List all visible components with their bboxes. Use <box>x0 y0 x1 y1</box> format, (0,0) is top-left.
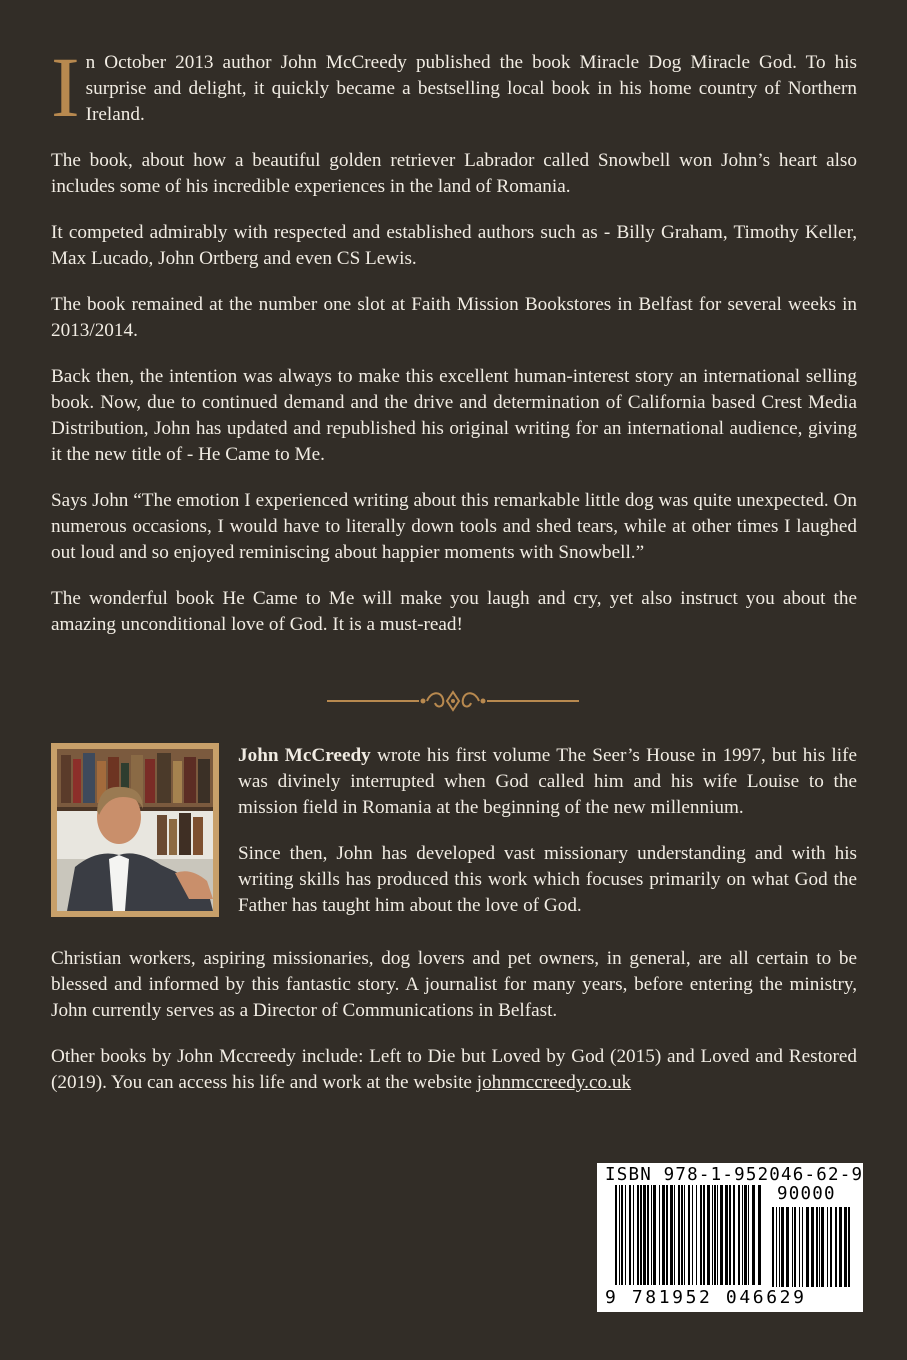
blurb-paragraph-6: The wonderful book He Came to Me will make you laugh and cry, yet also instruct you about the amazing unconditional love of God. It is a must-read! <box>51 588 857 635</box>
author-bio <box>238 743 857 939</box>
blurb <box>51 39 857 658</box>
closing-paragraph: Christian workers, aspiring missionaries, dog lovers and pet owners, in general, are all certain to be blessed and informed by this fantastic story. A journalist for many years, before entering the ministry, John currently serves as a Director of Communications in Belfast. <box>51 948 857 1021</box>
intro-text: n October 2013 author John McCreedy published the book Miracle Dog Miracle God. To his surprise and delight, it quickly became a bestselling local book in his home country of Northern Ireland. <box>85 52 857 125</box>
blurb-paragraph-2: It competed admirably with respected and established authors such as - Billy Graham, Timothy Keller, Max Lucado, John Ortberg and even CS Lewis. <box>51 222 857 269</box>
closing-text <box>51 946 857 1116</box>
other-books-text: Other books by John Mccreedy include: Left to Die but Loved by God (2015) and Loved and Restored (2019). You can access his life and work at the website <box>51 1046 857 1093</box>
author-photo <box>57 749 213 911</box>
barcode-bars <box>615 1185 765 1289</box>
bio-paragraph-2: Since then, John has developed vast missionary understanding and with his writing skills has produced this work which focuses primarily on what God the Father has taught him about the love of God. <box>238 843 857 916</box>
author-name: John McCreedy <box>238 745 371 766</box>
blurb-paragraph-5: Says John “The emotion I experienced writing about this remarkable little dog was quite unexpected. On numerous occasions, I would have to literally down tools and shed tears, while at other times I laughed out loud and so enjoyed reminiscing about happier moments with Snowbell.” <box>51 490 857 563</box>
blurb-paragraph-3: The book remained at the number one slot at Faith Mission Bookstores in Belfast for several weeks in 2013/2014. <box>51 294 857 341</box>
bio-text-1: wrote his first volume The Seer’s House in 1997, but his life was divinely interrupted when God called him and his wife Louise to the mission field in Romania at the beginning of the new millennium. <box>238 745 857 818</box>
addon-barcode-bars <box>772 1207 854 1287</box>
barcode <box>597 1163 863 1312</box>
isbn-label: ISBN 978-1-952046-62-9 <box>605 1165 864 1185</box>
intro-paragraph <box>51 39 857 135</box>
price-code: 90000 <box>777 1184 836 1204</box>
other-books-paragraph <box>51 1044 857 1096</box>
author-photo-frame <box>51 743 219 917</box>
ornament-divider <box>327 687 579 715</box>
blurb-paragraph-4: Back then, the intention was always to make this excellent human-interest story an international selling book. Now, due to continued demand and the drive and determination of California based Crest Media Distribution, John has updated and republished his original writing for an international audience, giving it the new title of - He Came to Me. <box>51 366 857 465</box>
barcode-digits: 9 781952 046629 <box>605 1287 807 1308</box>
bio-paragraph-1 <box>238 743 857 821</box>
blurb-paragraph-1: The book, about how a beautiful golden retriever Labrador called Snowbell won John’s heart also includes some of his incredible experiences in the land of Romania. <box>51 150 857 197</box>
drop-cap: I <box>51 39 80 135</box>
website-link[interactable]: johnmccreedy.co.uk <box>476 1072 632 1093</box>
